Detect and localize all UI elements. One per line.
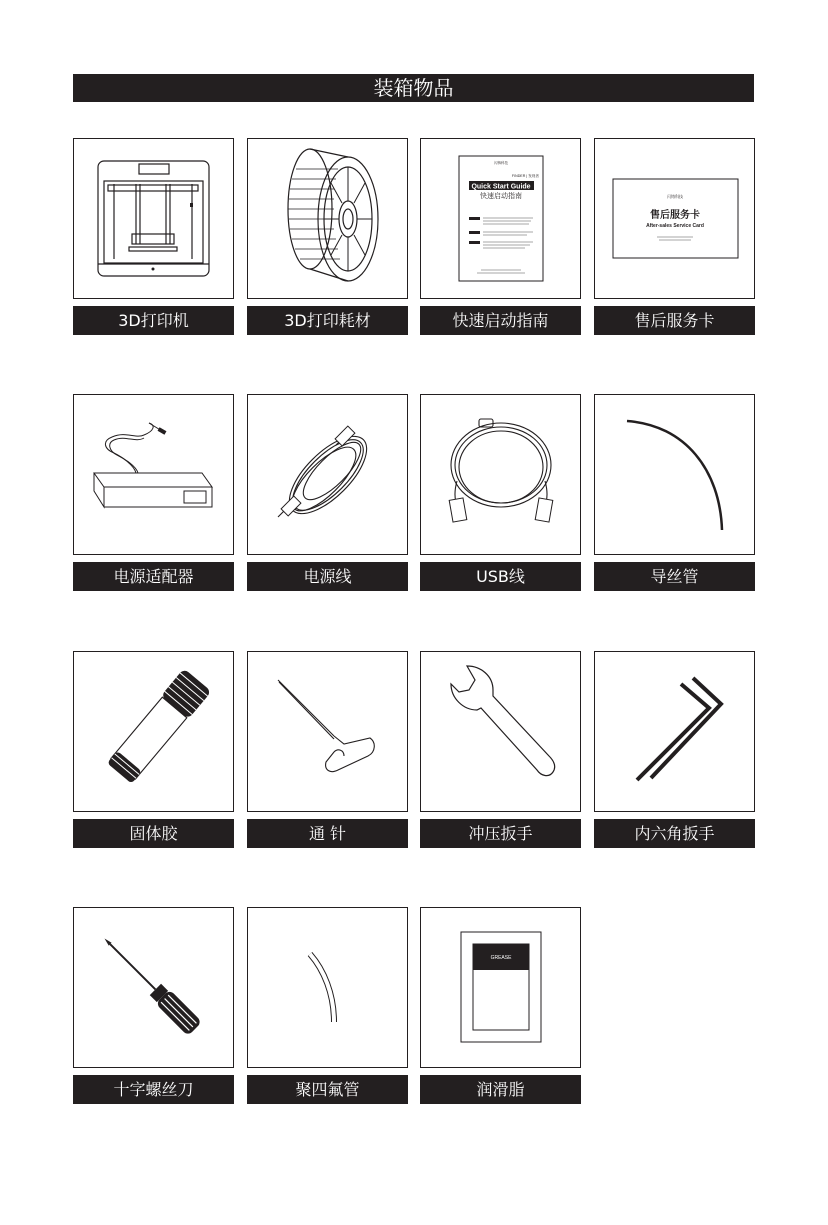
grease-icon (421, 908, 580, 1067)
quick-start-guide-icon (421, 139, 580, 298)
item-label: 电源适配器 (73, 562, 234, 591)
item-guide-tube (594, 394, 755, 591)
usb-cable-image (420, 394, 581, 555)
svg-text:闪铸科技: 闪铸科技 (494, 161, 508, 165)
item-usb-cable (420, 394, 581, 591)
power-cord-image (247, 394, 408, 555)
ptfe-tube-image (247, 907, 408, 1068)
svg-text:GREASE: GREASE (490, 955, 512, 961)
item-label: 3D打印机 (73, 306, 234, 335)
svg-text:快速启动指南: 快速启动指南 (480, 192, 522, 200)
glue-stick-image (73, 651, 234, 812)
unclogging-pin-image (247, 651, 408, 812)
item-label: 售后服务卡 (594, 306, 755, 335)
item-power-cord (247, 394, 408, 591)
item-hex-key (594, 651, 755, 848)
page-title: 装箱物品 (73, 74, 754, 102)
item-grease (420, 907, 581, 1104)
item-label: 通 针 (247, 819, 408, 848)
screwdriver-icon (74, 908, 233, 1067)
ptfe-tube-icon (248, 908, 407, 1067)
item-label: 3D打印耗材 (247, 306, 408, 335)
item-label: 十字螺丝刀 (73, 1075, 234, 1104)
hex-key-icon (595, 652, 754, 811)
svg-text:FINDER | 发现者: FINDER | 发现者 (511, 174, 539, 178)
wrench-image (420, 651, 581, 812)
svg-text:After-sales Service Card: After-sales Service Card (646, 223, 704, 229)
service-card-image (594, 138, 755, 299)
item-printer (73, 138, 234, 335)
glue-stick-icon (74, 652, 233, 811)
wrench-icon (421, 652, 580, 811)
unclogging-pin-icon (248, 652, 407, 811)
guide-tube-icon (595, 395, 754, 554)
guide-tube-image (594, 394, 755, 555)
item-power-adapter (73, 394, 234, 591)
hex-key-image (594, 651, 755, 812)
item-quick-start-guide (420, 138, 581, 335)
item-label: 电源线 (247, 562, 408, 591)
item-label: 润滑脂 (420, 1075, 581, 1104)
item-wrench (420, 651, 581, 848)
item-label: 导丝管 (594, 562, 755, 591)
grease-image (420, 907, 581, 1068)
item-label: USB线 (420, 562, 581, 591)
item-filament (247, 138, 408, 335)
item-label: 冲压扳手 (420, 819, 581, 848)
power-adapter-icon (74, 395, 233, 554)
item-ptfe-tube (247, 907, 408, 1104)
svg-text:闪铸科技: 闪铸科技 (667, 194, 683, 199)
printer-icon (74, 139, 233, 298)
item-label: 快速启动指南 (420, 306, 581, 335)
printer-image (73, 138, 234, 299)
service-card-icon (595, 139, 754, 298)
item-label: 聚四氟管 (247, 1075, 408, 1104)
item-screwdriver (73, 907, 234, 1104)
screwdriver-image (73, 907, 234, 1068)
svg-text:Quick Start Guide: Quick Start Guide (471, 183, 531, 191)
item-label: 固体胶 (73, 819, 234, 848)
power-cord-icon (248, 395, 407, 554)
item-unclogging-pin (247, 651, 408, 848)
filament-spool-icon (248, 139, 407, 298)
svg-text:售后服务卡: 售后服务卡 (650, 210, 700, 221)
power-adapter-image (73, 394, 234, 555)
item-label: 内六角扳手 (594, 819, 755, 848)
item-service-card (594, 138, 755, 335)
guide-image (420, 138, 581, 299)
filament-image (247, 138, 408, 299)
usb-cable-icon (421, 395, 580, 554)
item-glue-stick (73, 651, 234, 848)
